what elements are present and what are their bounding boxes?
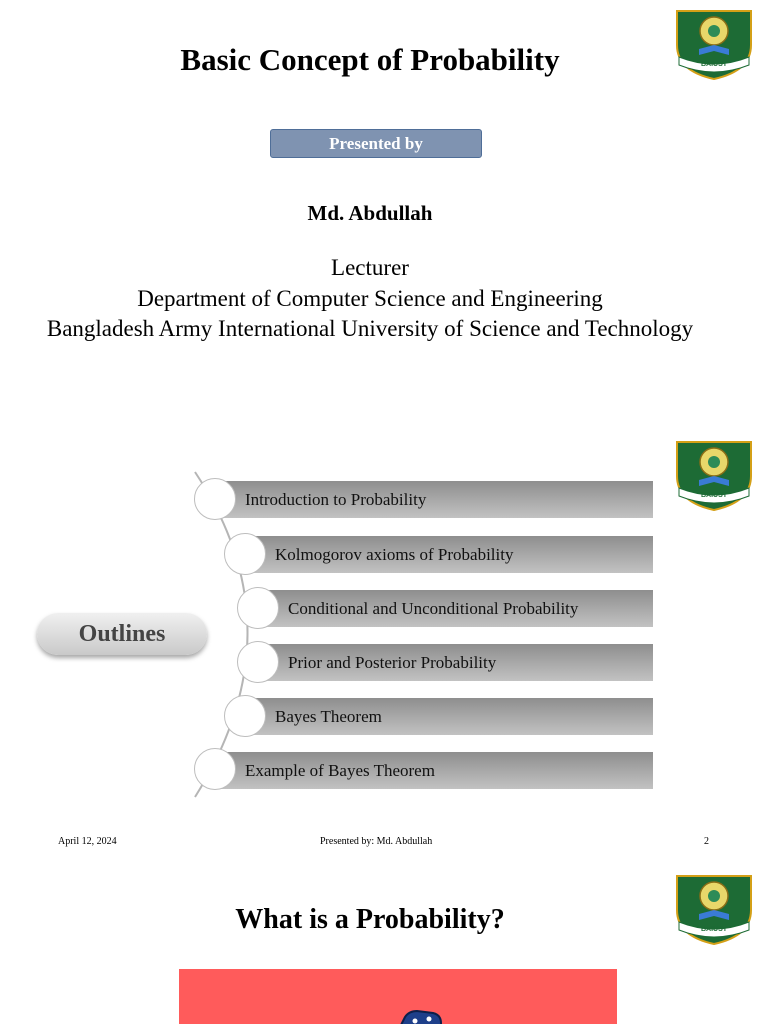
outline-item: Bayes Theorem [246,698,653,735]
footer-presenter: Presented by: Md. Abdullah [320,836,433,847]
outline-bullet [224,533,266,575]
footer-date: April 12, 2024 [58,836,117,847]
presenter-position: Lecturer [331,255,409,280]
outline-slide [0,430,768,860]
outline-bullet [237,587,279,629]
presenter-name: Md. Abdullah [307,201,433,225]
presenter-university: Bangladesh Army International University of Science and Technology [46,316,694,341]
probability-slide [0,862,768,1024]
logo-text: BAIUST [700,61,728,68]
outline-item: Introduction to Probability [216,481,653,518]
outline-item: Conditional and Unconditional Probability [259,590,653,627]
footer-page-number: 2 [704,836,709,847]
outline-item: Example of Bayes Theorem [216,752,653,789]
dice-image [179,969,617,1024]
slide-title: Basic Concept of Probability [180,42,560,77]
logo-text: BAIUST [700,492,728,499]
presented-by-badge: Presented by [270,129,482,158]
outline-bullet [194,748,236,790]
outline-bullet [224,695,266,737]
outline-item: Kolmogorov axioms of Probability [246,536,653,573]
slide-title: What is a Probability? [235,904,505,935]
dice-icon [179,969,617,1024]
outline-bullet [194,478,236,520]
outline-bullet [237,641,279,683]
title-slide [0,0,768,400]
outlines-heading: Outlines [37,613,207,655]
presenter-department: Department of Computer Science and Engineering [137,286,603,311]
logo-text: BAIUST [700,926,728,933]
outline-item: Prior and Posterior Probability [259,644,653,681]
